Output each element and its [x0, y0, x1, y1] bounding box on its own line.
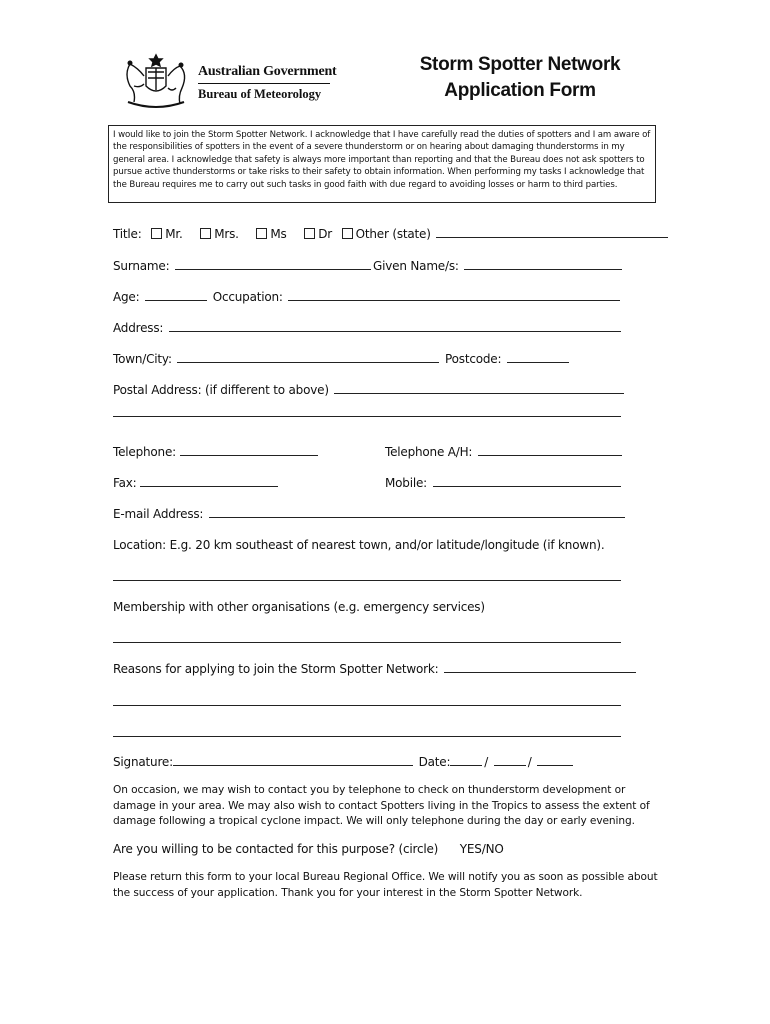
age-label: Age:	[113, 290, 140, 304]
mobile-row	[385, 476, 623, 490]
address-row	[113, 321, 623, 335]
form-title-line1: Storm Spotter Network	[419, 54, 621, 75]
location-field[interactable]	[113, 580, 621, 581]
reasons-row	[113, 662, 638, 676]
declaration-box: I would like to join the Storm Spotter Network. I acknowledge that I have carefully read the duties of spotters and I am aware of the responsibilities of spotters in the event of a severe thunderstorm or on hearing about damaging thunderstorms in my general area. I acknowledge that safety is always more important than reporting and that the Bureau does not ask spotters to pursue active thunderstorms or take risks to their safety to obtain information. When performing my tasks I acknowledge that the Bureau requires me to carry out such tasks in good faith with due regard to avoiding losses or harm to third parties.	[108, 125, 656, 203]
form-title-line2: Application Form	[444, 80, 596, 101]
telephone-field[interactable]	[180, 445, 318, 456]
other-title-field[interactable]	[436, 227, 668, 238]
town-row	[113, 352, 571, 366]
reasons-field-2[interactable]	[113, 705, 621, 706]
date-day-field[interactable]	[450, 755, 482, 766]
mr-checkbox[interactable]	[151, 228, 162, 239]
contact-answer[interactable]: YES/NO	[459, 842, 504, 856]
given-names-label: Given Name/s:	[373, 259, 459, 273]
fax-label: Fax:	[113, 476, 137, 490]
postal-address-label: Postal Address: (if different to above)	[113, 383, 329, 397]
fax-line-wrap	[138, 476, 280, 490]
date-separator-1: /	[484, 755, 489, 769]
fax-field[interactable]	[140, 476, 278, 487]
title-row	[113, 227, 670, 241]
date-label: Date:	[418, 755, 451, 769]
postal-address-field-2[interactable]	[113, 416, 621, 417]
mr-label: Mr.	[165, 227, 183, 241]
email-row	[113, 507, 627, 521]
town-label: Town/City:	[113, 352, 172, 366]
government-name: Australian Government	[198, 64, 337, 79]
contact-note: On occasion, we may wish to contact you by telephone to check on thunderstorm development or damage in your area. We may also wish to contact Spotters living in the Tropics to assess the extent of damage following a tropical cyclone impact. We will only telephone during the day or early evening.	[113, 784, 650, 827]
return-note: Please return this form to your local Bureau Regional Office. We will notify you as soon as possible about the success of your application. Thank you for your interest in the Storm Spotter Network.	[113, 871, 658, 899]
date-year-field[interactable]	[537, 755, 573, 766]
telephone-ah-row	[385, 445, 624, 459]
occupation-label: Occupation:	[212, 290, 283, 304]
surname-label: Surname:	[113, 259, 170, 273]
address-field[interactable]	[169, 321, 621, 332]
mrs-label: Mrs.	[214, 227, 239, 241]
mobile-label: Mobile:	[385, 476, 428, 490]
given-names-field[interactable]	[464, 259, 622, 270]
email-field[interactable]	[209, 507, 625, 518]
reasons-label: Reasons for applying to join the Storm Spotter Network:	[113, 662, 439, 676]
signature-label: Signature:	[113, 755, 173, 769]
name-row	[113, 259, 624, 273]
contact-question: Are you willing to be contacted for this purpose? (circle)	[113, 842, 439, 856]
bureau-name: Bureau of Meteorology	[198, 87, 322, 101]
date-month-field[interactable]	[494, 755, 526, 766]
other-label: Other (state)	[355, 227, 431, 241]
surname-field[interactable]	[175, 259, 371, 270]
membership-field[interactable]	[113, 642, 621, 643]
contact-question-row	[113, 842, 504, 856]
logo-divider	[198, 83, 330, 84]
dr-label: Dr	[318, 227, 333, 241]
ms-label: Ms	[270, 227, 287, 241]
location-label: Location: E.g. 20 km southeast of nearest town, and/or latitude/longitude (if known).	[113, 538, 605, 552]
membership-label: Membership with other organisations (e.g. emergency services)	[113, 600, 485, 614]
age-field[interactable]	[145, 290, 207, 301]
postcode-label: Postcode:	[445, 352, 502, 366]
reasons-field[interactable]	[444, 662, 636, 673]
reasons-field-3[interactable]	[113, 736, 621, 737]
signature-row	[113, 755, 575, 769]
government-logo	[120, 52, 340, 112]
age-row	[113, 290, 622, 304]
mrs-checkbox[interactable]	[200, 228, 211, 239]
occupation-field[interactable]	[288, 290, 620, 301]
address-label: Address:	[113, 321, 164, 335]
postcode-field[interactable]	[507, 352, 569, 363]
telephone-ah-field[interactable]	[478, 445, 622, 456]
coat-of-arms-icon	[120, 52, 192, 110]
ms-checkbox[interactable]	[256, 228, 267, 239]
title-label: Title:	[113, 227, 142, 241]
other-checkbox[interactable]	[342, 228, 353, 239]
telephone-ah-label: Telephone A/H:	[385, 445, 473, 459]
mobile-field[interactable]	[433, 476, 621, 487]
telephone-line-wrap	[178, 445, 320, 459]
telephone-label: Telephone:	[113, 445, 176, 459]
date-separator-2: /	[527, 755, 532, 769]
postal-row	[113, 383, 626, 397]
signature-field[interactable]	[173, 755, 413, 766]
town-field[interactable]	[177, 352, 439, 363]
postal-address-field[interactable]	[334, 383, 624, 394]
email-label: E-mail Address:	[113, 507, 204, 521]
dr-checkbox[interactable]	[304, 228, 315, 239]
form-title	[400, 52, 640, 104]
